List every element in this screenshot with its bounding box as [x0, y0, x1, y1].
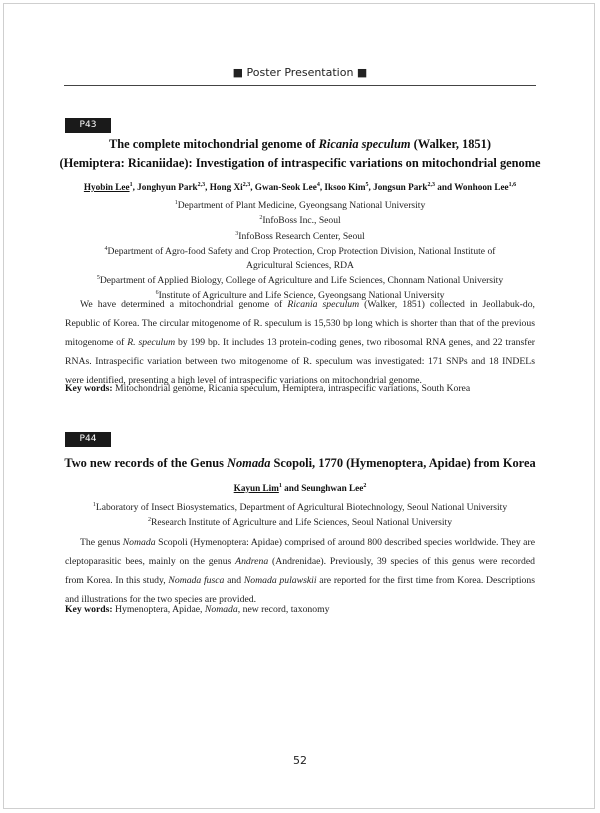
species-name: R. speculum — [127, 337, 176, 348]
affiliation-text: Research Institute of Agriculture and Life Sciences, Seoul National University — [150, 517, 453, 529]
affiliations-p44 — [60, 499, 540, 530]
aff-sup: 6 — [155, 290, 159, 297]
aff-sup: 5 — [96, 274, 100, 281]
title-line-2: (Hemiptera: Ricaniidae): Investigation of intraspecific variations on mitochondrial genome — [59, 156, 541, 170]
affiliation — [60, 259, 540, 272]
keywords-text: Hymenoptera, Apidae, — [112, 604, 205, 615]
genus-name: Nomada — [122, 537, 156, 548]
author-sup: 5 — [365, 182, 369, 188]
author-sup: 1,6 — [508, 182, 517, 188]
author-name: Gwan-Seok Lee — [254, 182, 317, 193]
keywords-label: Key words: — [65, 383, 113, 394]
affiliation — [60, 197, 540, 212]
title-text: Scopoli, 1770 (Hymenoptera, Apidae) from Korea — [270, 456, 536, 470]
section-header: ■ Poster Presentation ■ — [232, 66, 368, 79]
keywords-text: , new record, taxonomy — [237, 604, 330, 615]
affiliation-text: InfoBoss Research Center, Seoul — [238, 230, 365, 242]
presenting-author — [234, 483, 279, 493]
aff-sup: 4 — [104, 246, 108, 253]
author-name: Hyobin Lee — [83, 182, 130, 193]
affiliation — [60, 272, 540, 287]
author-sup: 2 — [363, 483, 367, 489]
affiliation-text: Department of Applied Biology, College of Agriculture and Life Sciences, Chonnam National University — [99, 274, 504, 286]
genus-name: Nomada — [204, 604, 238, 615]
poster-title-p44 — [40, 454, 560, 473]
author-sup: 4 — [316, 182, 320, 188]
author-list-p44: Kayun Lim$^1$ and Seunghwan Lee$^2$ — [233, 483, 367, 494]
aff-sup: 3 — [235, 230, 239, 237]
author-name: Hong Xi — [209, 182, 243, 193]
affiliation-text: Laboratory of Insect Biosystematics, Department of Agricultural Biotechnology, Seoul National University — [95, 502, 508, 514]
author-sup: 1 — [129, 182, 133, 188]
affiliation-text: Agricultural Sciences, RDA — [246, 259, 354, 271]
title-line-1 — [40, 135, 560, 154]
header-rule — [64, 85, 536, 86]
abstract-text: and — [224, 575, 244, 586]
affiliation-text: Department of Plant Medicine, Gyeongsang National University — [177, 200, 426, 212]
author-name: Seunghwan Lee — [301, 483, 364, 494]
author-name: Kayun Lim — [233, 483, 279, 494]
abstract-text: by 199 bp. It includes 13 protein-coding genes, two ribosomal RNA genes, and 22 transfer RNAs. Intraspecific variation between two mitogenome of R. speculum was investigated: 171 SNPs and 18 INDELs were identified, presenting a high level of intraspecific variations on mitochondrial genome. — [65, 337, 535, 386]
author-sup: 2,3 — [242, 182, 251, 188]
presenting-author — [84, 182, 130, 192]
author-name: Jongsun Park — [373, 182, 428, 193]
author-sup: 2,3 — [427, 182, 435, 188]
abstract-text: are reported for the first time from Korea. Descriptions and illustrations for the two species are provided. — [65, 575, 535, 605]
abstract-text: The genus — [80, 537, 123, 548]
poster-tag-p43: P43 — [65, 118, 111, 133]
author-name: Wonhoon Lee — [454, 182, 509, 193]
abstract-text: Scopoli (Hymenoptera: Apidae) comprised of around 800 described species worldwide. They are cleptoparasitic bees, mainly on the genus — [65, 537, 535, 567]
page-number: 52 — [293, 754, 307, 767]
abstract-p44 — [65, 533, 535, 609]
aff-sup: 1 — [92, 502, 96, 508]
title-text: Two new records of the Genus — [64, 456, 228, 470]
author-sup: 1 — [278, 483, 282, 489]
species-name: Ricania speculum — [287, 299, 360, 310]
affiliations-p43 — [60, 197, 540, 303]
abstract-p43 — [65, 295, 535, 390]
poster-title-p43 — [40, 135, 560, 173]
keywords-p43 — [65, 383, 535, 394]
affiliation — [60, 243, 540, 258]
affiliation-text: InfoBoss Inc., Seoul — [262, 215, 341, 227]
aff-sup: 2 — [147, 517, 151, 524]
affiliation — [60, 499, 540, 514]
genus-name: Andrena — [235, 556, 269, 567]
affiliation — [60, 228, 540, 243]
abstract-text: We have determined a mitochondrial genome of — [80, 299, 288, 310]
author-sup: 2,3 — [197, 182, 206, 188]
author-list-p43: Hyobin Lee$^1$, Jonghyun Park$^{2,3}$, Hong Xi$^{2,3}$, Gwan-Seok Lee$^4$, Iksoo Kim$^5$, Jongsun Park$^{2,3}$ and Wonhoon Lee$^{1,6}$ — [83, 182, 517, 193]
aff-sup: 1 — [174, 200, 178, 206]
keywords-label: Key words: — [65, 604, 113, 615]
affiliation-text: Institute of Agriculture and Life Science, Gyeongsang National University — [158, 290, 445, 302]
species-name: Nomada pulawskii — [243, 575, 317, 586]
affiliation — [60, 514, 540, 529]
keywords-p44 — [65, 604, 535, 615]
species-name: Ricania speculum — [318, 137, 411, 151]
author-name: Iksoo Kim — [324, 182, 366, 193]
title-text: The complete mitochondrial genome of — [109, 137, 319, 151]
affiliation — [60, 212, 540, 227]
author-name: Jonghyun Park — [137, 182, 198, 193]
keywords-text: Mitochondrial genome, Ricania speculum, Hemiptera, intraspecific variations, South Korea — [112, 383, 471, 394]
abstract-text: (Andrenidae). Previously, 39 species of this genus were recorded from Korea. In this study, — [65, 556, 535, 586]
title-text: (Walker, 1851) — [410, 137, 491, 151]
affiliation-text: Department of Agro-food Safety and Crop Protection, Crop Protection Division, National Institute of — [107, 246, 496, 258]
poster-tag-p44: P44 — [65, 432, 111, 447]
abstract-text: (Walker, 1851) collected in Jeollabuk-do, Republic of Korea. The circular mitogenome of R. speculum is 15,530 bp long which is shorter than that of the previous mitogenome of — [65, 299, 535, 348]
genus-name: Nomada — [227, 456, 271, 470]
species-name: Nomada fusca — [168, 575, 225, 586]
aff-sup: 2 — [259, 215, 263, 222]
